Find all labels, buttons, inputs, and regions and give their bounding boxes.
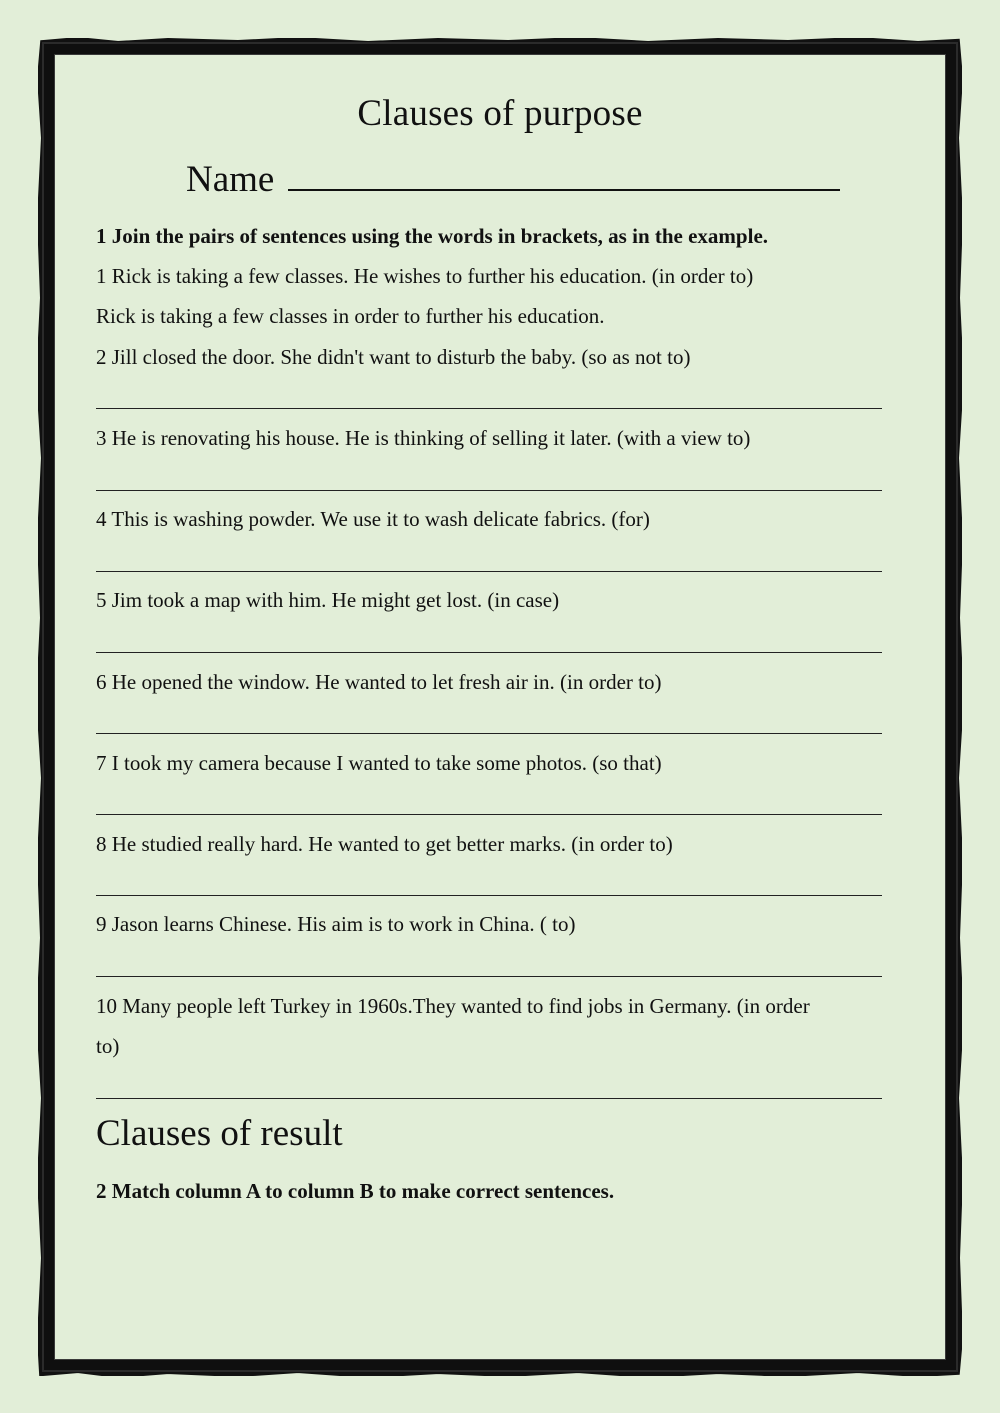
- section2-heading: Clauses of result: [96, 1113, 343, 1154]
- name-label: Name: [186, 159, 275, 200]
- section1-instruction: 1 Join the pairs of sentences using the words in brackets, as in the example.: [96, 224, 769, 248]
- question-10-line1: 10 Many people left Turkey in 1960s.They wanted to find jobs in Germany. (in order: [96, 994, 810, 1018]
- answer-line-7[interactable]: [96, 814, 882, 815]
- question-9: 9 Jason learns Chinese. His aim is to work in China. ( to): [96, 912, 576, 936]
- section2-instruction: 2 Match column A to column B to make correct sentences.: [96, 1179, 615, 1203]
- answer-line-8[interactable]: [96, 895, 882, 896]
- question-4: 4 This is washing powder. We use it to wash delicate fabrics. (for): [96, 507, 650, 531]
- answer-line-9[interactable]: [96, 976, 882, 977]
- answer-line-10[interactable]: [96, 1098, 882, 1099]
- question-2: 2 Jill closed the door. She didn't want to disturb the baby. (so as not to): [96, 345, 691, 369]
- name-row: [186, 158, 840, 201]
- question-10-line2: to): [96, 1034, 120, 1058]
- question-5: 5 Jim took a map with him. He might get lost. (in case): [96, 588, 560, 612]
- answer-line-2[interactable]: [96, 408, 882, 409]
- answer-line-3[interactable]: [96, 490, 882, 491]
- example-answer: Rick is taking a few classes in order to further his education.: [96, 304, 605, 328]
- answer-line-4[interactable]: [96, 571, 882, 572]
- page-title: Clauses of purpose: [357, 93, 643, 134]
- question-7: 7 I took my camera because I wanted to take some photos. (so that): [96, 751, 662, 775]
- name-input-line[interactable]: [288, 159, 840, 191]
- answer-line-5[interactable]: [96, 652, 882, 653]
- answer-line-6[interactable]: [96, 733, 882, 734]
- question-8: 8 He studied really hard. He wanted to get better marks. (in order to): [96, 832, 673, 856]
- example-question: 1 Rick is taking a few classes. He wishes to further his education. (in order to): [96, 264, 754, 288]
- question-6: 6 He opened the window. He wanted to let fresh air in. (in order to): [96, 670, 662, 694]
- question-3: 3 He is renovating his house. He is thinking of selling it later. (with a view to): [96, 426, 751, 450]
